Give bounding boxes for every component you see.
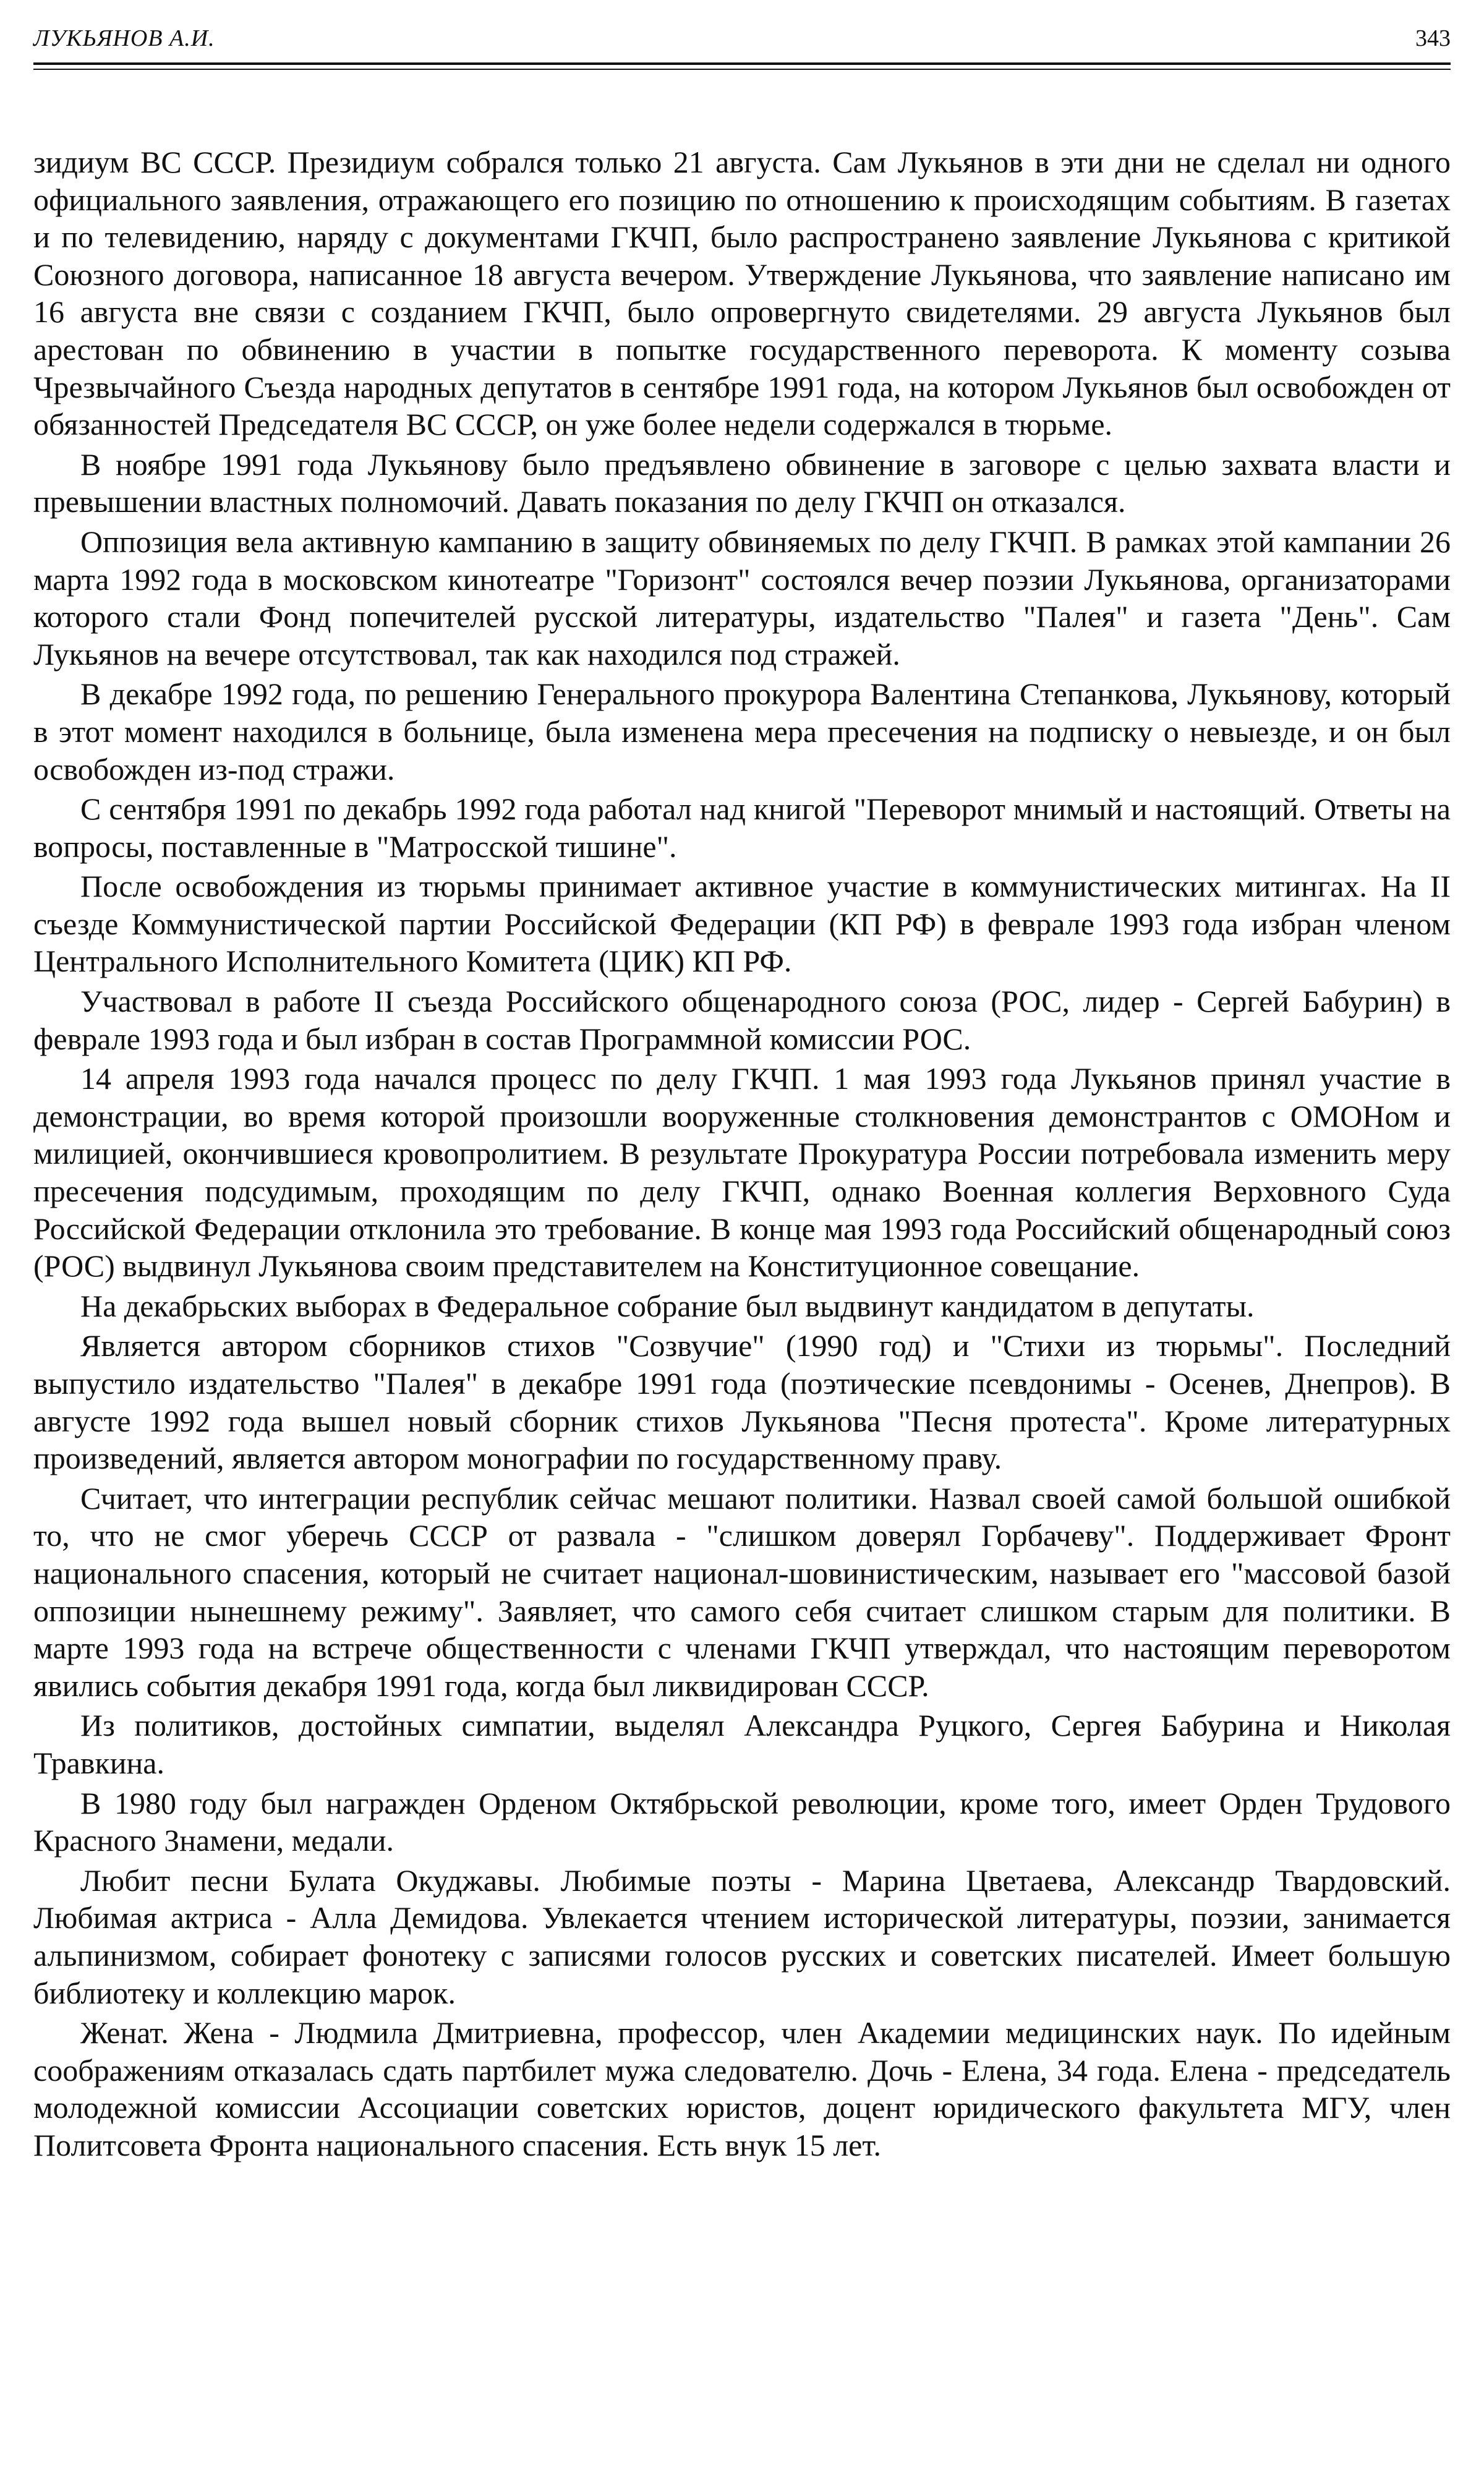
page-header xyxy=(33,25,1451,49)
paragraph: После освобождения из тюрьмы принимает активное участие в коммунистических митингах. На II съезде Коммунистической партии Российской Федерации (КП РФ) в феврале 1993 года избран членом Центрального Исполнительного Комитета (ЦИК) КП РФ. xyxy=(33,869,1451,979)
paragraph: Женат. Жена - Людмила Дмитриевна, профессор, член Академии медицинских наук. По идейным соображениям отказалась сдать партбилет мужа следователю. Дочь - Елена, 34 года. Елена - председатель молодежной комиссии Ассоциации советских юристов, доцент юридического факультета МГУ, член Политсовета Фронта национального спасения. Есть внук 15 лет. xyxy=(33,2015,1451,2162)
paragraph: В 1980 году был награжден Орденом Октябрьской революции, кроме того, имеет Орден Трудового Красного Знамени, медали. xyxy=(33,1785,1451,1858)
paragraph: В декабре 1992 года, по решению Генерального прокурора Валентина Степанкова, Лукьянову, который в этот момент находился в больнице, была изменена мера пресечения на подписку о невыезде, и он был освобожден из-под стражи. xyxy=(33,676,1451,787)
paragraph: Из политиков, достойных симпатии, выделял Александра Руцкого, Сергея Бабурина и Николая Травкина. xyxy=(33,1708,1451,1780)
paragraph: Любит песни Булата Окуджавы. Любимые поэты - Марина Цветаева, Александр Твардовский. Любимая актриса - Алла Демидова. Увлекается чтением исторической литературы, поэзии, занимается альпинизмом, собирает фонотеку с записями голосов русских и советских писателей. Имеет большую библиотеку и коллекцию марок. xyxy=(33,1863,1451,2010)
running-head: ЛУКЬЯНОВ А.И. xyxy=(33,25,215,51)
paragraph: Оппозиция вела активную кампанию в защиту обвиняемых по делу ГКЧП. В рамках этой кампании 26 марта 1992 года в московском кинотеатре "Горизонт" состоялся вечер поэзии Лукьянова, организаторами которого стали Фонд попечителей русской литературы, издательство "Палея" и газета "День". Сам Лукьянов на вечере отсутствовал, так как находился под стражей. xyxy=(33,524,1451,672)
paragraph: С сентября 1991 по декабрь 1992 года работал над книгой "Переворот мнимый и настоящий. Ответы на вопросы, поставленные в "Матросской тишине". xyxy=(33,792,1451,864)
paragraph: зидиум ВС СССР. Президиум собрался только 21 августа. Сам Лукьянов в эти дни не сделал ни одного официального заявления, отражающего его позицию по отношению к происходящим событиям. В газетах и по телевидению, наряду с документами ГКЧП, было распространено заявление Лукьянова с критикой Союзного договора, написанное 18 августа вечером. Утверждение Лукьянова, что заявление написано им 16 августа вне связи с созданием ГКЧП, было опровергнуто свидетелями. 29 августа Лукьянов был арестован по обвинению в участии в попытке государственного переворота. К моменту созыва Чрезвычайного Съезда народных депутатов в сентябре 1991 года, на котором Лукьянов был освобожден от обязанностей Председателя ВС СССР, он уже более недели содержался в тюрьме. xyxy=(33,145,1451,442)
paragraph: Является автором сборников стихов "Созвучие" (1990 год) и "Стихи из тюрьмы". Последний выпустило издательство "Палея" в декабре 1991 года (поэтические псевдонимы - Осенев, Днепров). В августе 1992 года вышел новый сборник стихов Лукьянова "Песня протеста". Кроме литературных произведений, является автором монографии по государственному праву. xyxy=(33,1328,1451,1476)
body-text xyxy=(33,143,1451,2166)
paragraph: 14 апреля 1993 года начался процесс по делу ГКЧП. 1 мая 1993 года Лукьянов принял участие в демонстрации, во время которой произошли вооруженные столкновения демонстрантов с ОМОНом и милицией, окончившиеся кровопролитием. В результате Прокуратура России потребовала изменить меру пресечения подсудимым, проходящим по делу ГКЧП, однако Военная коллегия Верховного Суда Российской Федерации отклонила это требование. В конце мая 1993 года Российский общенародный союз (РОС) выдвинул Лукьянова своим представителем на Конституционное совещание. xyxy=(33,1061,1451,1284)
paragraph: На декабрьских выборах в Федеральное собрание был выдвинут кандидатом в депутаты. xyxy=(80,1288,1255,1323)
header-rule-thin xyxy=(33,69,1451,70)
paragraph: В ноябре 1991 года Лукьянову было предъявлено обвинение в заговоре с целью захвата власти и превышении властных полномочий. Давать показания по делу ГКЧП он отказался. xyxy=(33,446,1451,519)
paragraph: Участвовал в работе II съезда Российского общенародного союза (РОС, лидер - Сергей Бабурин) в феврале 1993 года и был избран в состав Программной комиссии РОС. xyxy=(33,984,1451,1056)
page-number: 343 xyxy=(1415,25,1451,51)
header-rule-thick xyxy=(33,62,1451,65)
paragraph: Считает, что интеграции республик сейчас мешают политики. Назвал своей самой большой ошибкой то, что не смог уберечь СССР от развала - "слишком доверял Горбачеву". Поддерживает Фронт национального спасения, который не считает национал-шовинистическим, называет его "массовой базой оппозиции нынешнему режиму". Заявляет, что самого себя считает слишком старым для политики. В марте 1993 года на встрече общественности с членами ГКЧП утверждал, что настоящим переворотом явились события декабря 1991 года, когда был ликвидирован СССР. xyxy=(33,1480,1451,1703)
